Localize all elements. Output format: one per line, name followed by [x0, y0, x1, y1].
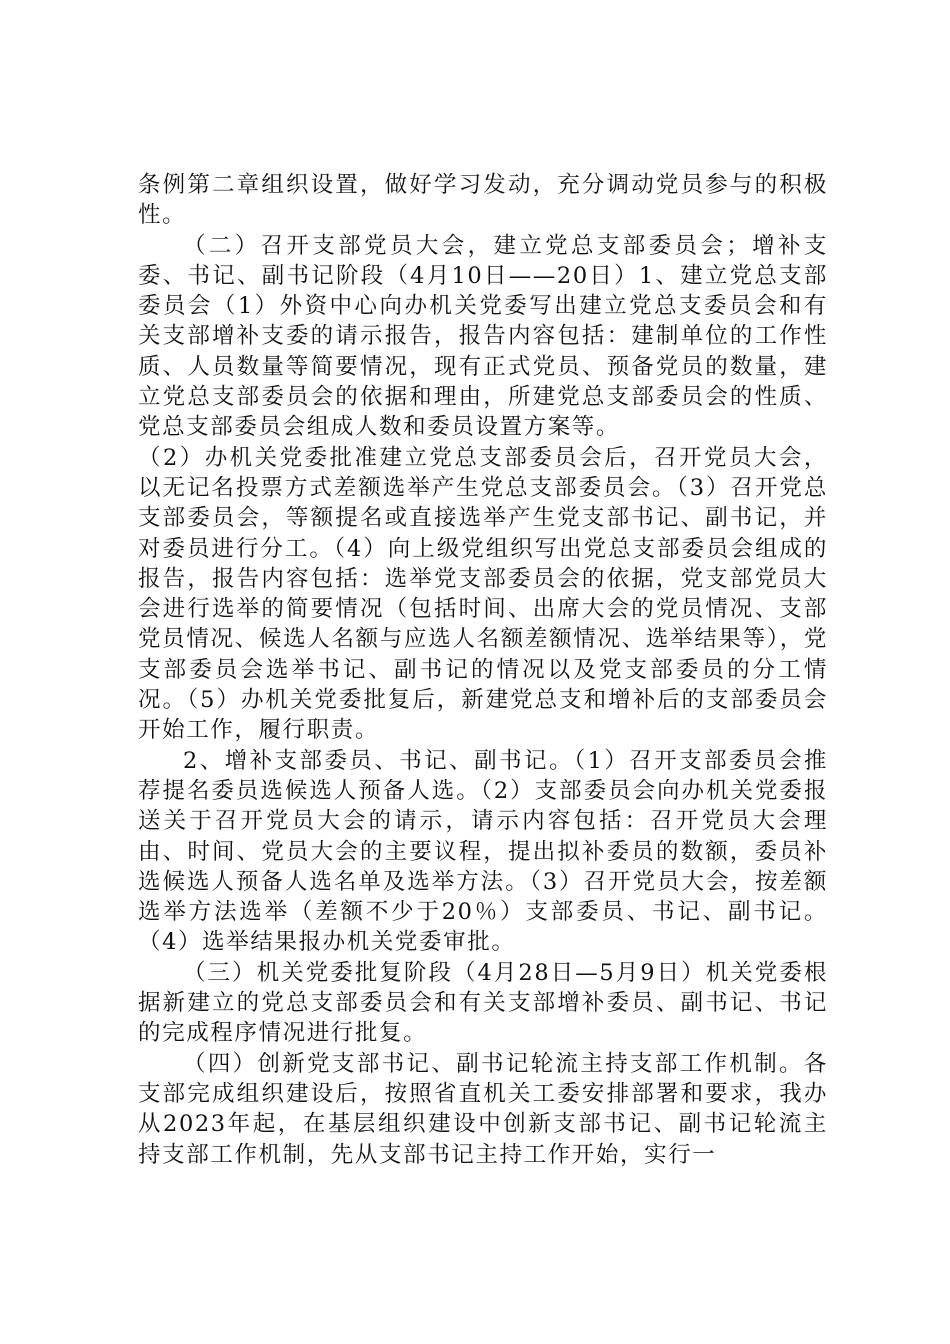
paragraph-4: 2、增补支部委员、书记、副书记。（1）召开支部委员会推荐提名委员选候选人预备人选。（2）支部委员会向办机关党委报送关于召开党员大会的请示，请示内容包括：召开党员大会理由、时间、党员大会的主要议程，提出拟补委员的数额，委员补选候选人预备人选名单及选举方法。（3）召开党员大会，按差额选举方法选举（差额不少于20％）支部委员、书记、副书记。（4）选举结果报办机关党委审批。	[138, 747, 828, 956]
paragraph-3: （2）办机关党委批准建立党总支部委员会后，召开党员大会，以无记名投票方式差额选举产生党总支部委员会。（3）召开党总支部委员会，等额提名或直接选举产生党支部书记、副书记，并对委员进行分工。（4）向上级党组织写出党总支部委员会组成的报告，报告内容包括：选举党支部委员会的依据，党支部党员大会进行选举的简要情况（包括时间、出席大会的党员情况、支部党员情况、候选人名额与应选人名额差额情况、选举结果等），党支部委员会选举书记、副书记的情况以及党支部委员的分工情况。（5）办机关党委批复后，新建党总支和增补后的支部委员会开始工作，履行职责。	[138, 444, 828, 744]
paragraph-5: （三）机关党委批复阶段（4月28日—5月9日）机关党委根据新建立的党总支部委员会和有关支部增补委员、副书记、书记的完成程序情况进行批复。	[138, 959, 828, 1047]
document-body	[138, 170, 828, 1170]
paragraph-2: （二）召开支部党员大会，建立党总支部委员会；增补支委、书记、副书记阶段（4月10日——20日）1、建立党总支部委员会（1）外资中心向办机关党委写出建立党总支委员会和有关支部增补支委的请示报告，报告内容包括：建制单位的工作性质、人员数量等简要情况，现有正式党员、预备党员的数量，建立党总支部委员会的依据和理由，所建党总支部委员会的性质、党总支部委员会组成人数和委员设置方案等。	[138, 232, 828, 441]
paragraph-1: 条例第二章组织设置，做好学习发动，充分调动党员参与的积极性。	[138, 172, 828, 229]
paragraph-6: （四）创新党支部书记、副书记轮流主持支部工作机制。各支部完成组织建设后，按照省直机关工委安排部署和要求，我办从2023年起，在基层组织建设中创新支部书记、副书记轮流主持支部工作机制，先从支部书记主持工作开始，实行一	[138, 1050, 828, 1168]
